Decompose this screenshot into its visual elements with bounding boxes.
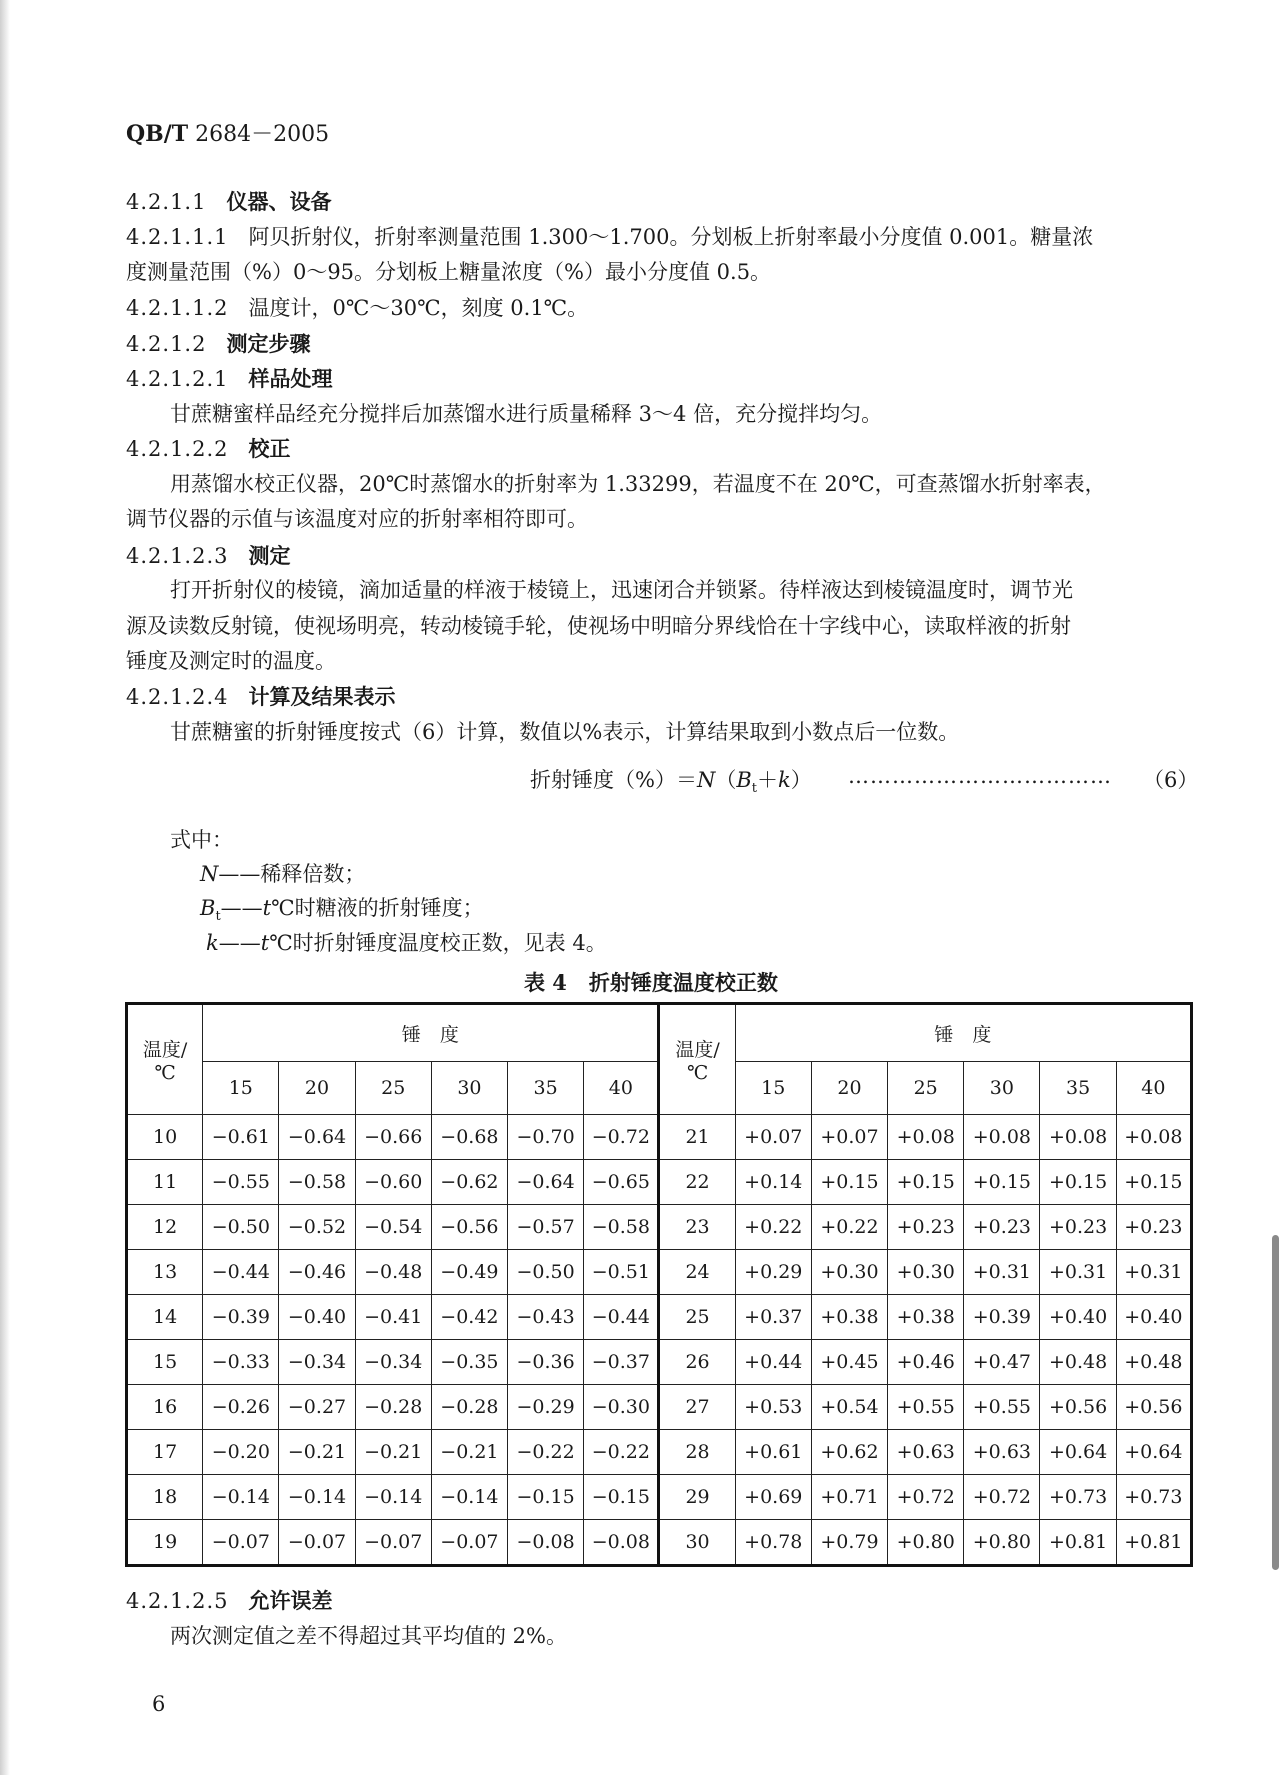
correction-cell: +0.45 bbox=[811, 1340, 887, 1385]
correction-cell: +0.15 bbox=[888, 1160, 964, 1205]
correction-cell: +0.07 bbox=[735, 1115, 811, 1160]
brix-col-left: 30 bbox=[431, 1062, 507, 1115]
table-row bbox=[127, 1385, 1192, 1430]
correction-cell: +0.48 bbox=[1040, 1340, 1116, 1385]
correction-cell: −0.58 bbox=[584, 1205, 659, 1250]
correction-cell: +0.15 bbox=[964, 1160, 1040, 1205]
correction-cell: +0.07 bbox=[811, 1115, 887, 1160]
correction-cell: −0.50 bbox=[203, 1205, 279, 1250]
correction-cell: −0.26 bbox=[203, 1385, 279, 1430]
correction-cell: +0.64 bbox=[1116, 1430, 1191, 1475]
correction-cell: −0.42 bbox=[431, 1295, 507, 1340]
brix-header-right: 锤 度 bbox=[735, 1004, 1191, 1062]
correction-cell: −0.36 bbox=[508, 1340, 584, 1385]
correction-cell: +0.15 bbox=[1040, 1160, 1116, 1205]
correction-cell: −0.14 bbox=[279, 1475, 355, 1520]
correction-cell: +0.72 bbox=[964, 1475, 1040, 1520]
section-4-2-1-2-5: 4.2.1.2.5 允许误差 bbox=[126, 1588, 333, 1613]
where-n: N——稀释倍数； bbox=[200, 862, 366, 886]
correction-cell: +0.39 bbox=[964, 1295, 1040, 1340]
where-k: k——t℃时折射锤度温度校正数，见表 4。 bbox=[206, 931, 607, 955]
section-4-2-1-2-3-body1: 打开折射仪的棱镜，滴加适量的样液于棱镜上，迅速闭合并锁紧。待样液达到棱镜温度时，调节光 bbox=[170, 578, 1073, 602]
correction-cell: −0.40 bbox=[279, 1295, 355, 1340]
correction-cell: −0.21 bbox=[431, 1430, 507, 1475]
temperature-header-left: 温度/ ℃ bbox=[127, 1004, 203, 1115]
correction-cell: +0.15 bbox=[811, 1160, 887, 1205]
section-4-2-1-2-1-body: 甘蔗糖蜜样品经充分搅拌后加蒸馏水进行质量稀释 3～4 倍，充分搅拌均匀。 bbox=[170, 402, 883, 426]
temperature-cell: 24 bbox=[659, 1250, 735, 1295]
table-header-row-1 bbox=[127, 1004, 1192, 1062]
standard-code-prefix: QB/T bbox=[126, 121, 189, 147]
table-row bbox=[127, 1520, 1192, 1566]
correction-cell: +0.78 bbox=[735, 1520, 811, 1566]
correction-cell: +0.47 bbox=[964, 1340, 1040, 1385]
correction-cell: −0.72 bbox=[584, 1115, 659, 1160]
temperature-cell: 19 bbox=[127, 1520, 203, 1566]
correction-cell: +0.72 bbox=[888, 1475, 964, 1520]
section-4-2-1-2-3-body3: 锤度及测定时的温度。 bbox=[126, 649, 336, 673]
correction-cell: +0.48 bbox=[1116, 1340, 1191, 1385]
correction-cell: +0.71 bbox=[811, 1475, 887, 1520]
correction-cell: −0.37 bbox=[584, 1340, 659, 1385]
correction-cell: −0.61 bbox=[203, 1115, 279, 1160]
correction-cell: −0.27 bbox=[279, 1385, 355, 1430]
correction-cell: −0.44 bbox=[203, 1250, 279, 1295]
correction-cell: −0.64 bbox=[508, 1160, 584, 1205]
correction-cell: +0.29 bbox=[735, 1250, 811, 1295]
correction-cell: +0.23 bbox=[888, 1205, 964, 1250]
correction-cell: −0.20 bbox=[203, 1430, 279, 1475]
temperature-cell: 17 bbox=[127, 1430, 203, 1475]
correction-cell: +0.08 bbox=[888, 1115, 964, 1160]
correction-cell: −0.07 bbox=[355, 1520, 431, 1566]
correction-cell: +0.55 bbox=[964, 1385, 1040, 1430]
scrollbar-thumb[interactable] bbox=[1272, 1235, 1279, 1570]
correction-cell: +0.81 bbox=[1116, 1520, 1191, 1566]
correction-cell: −0.22 bbox=[508, 1430, 584, 1475]
brix-col-right: 35 bbox=[1040, 1062, 1116, 1115]
where-label: 式中： bbox=[170, 828, 233, 852]
page-edge-shadow bbox=[0, 0, 10, 1775]
correction-cell: +0.08 bbox=[1116, 1115, 1191, 1160]
correction-cell: −0.60 bbox=[355, 1160, 431, 1205]
correction-cell: −0.30 bbox=[584, 1385, 659, 1430]
table-row bbox=[127, 1475, 1192, 1520]
section-4-2-1-2-4-body: 甘蔗糖蜜的折射锤度按式（6）计算，数值以%表示，计算结果取到小数点后一位数。 bbox=[170, 720, 960, 744]
correction-cell: +0.23 bbox=[964, 1205, 1040, 1250]
table-body bbox=[127, 1115, 1192, 1566]
table-row bbox=[127, 1160, 1192, 1205]
correction-cell: +0.40 bbox=[1116, 1295, 1191, 1340]
correction-cell: −0.07 bbox=[203, 1520, 279, 1566]
section-4-2-1-1-1-line1: 4.2.1.1.1 阿贝折射仪，折射率测量范围 1.300～1.700。分划板上折射率最小分度值 0.001。糖量浓 bbox=[126, 225, 1094, 249]
table-caption: 表 4 折射锤度温度校正数 bbox=[524, 970, 778, 995]
correction-cell: −0.15 bbox=[584, 1475, 659, 1520]
temperature-cell: 10 bbox=[127, 1115, 203, 1160]
correction-cell: −0.49 bbox=[431, 1250, 507, 1295]
correction-cell: +0.23 bbox=[1116, 1205, 1191, 1250]
temperature-cell: 13 bbox=[127, 1250, 203, 1295]
section-4-2-1-2-4: 4.2.1.2.4 计算及结果表示 bbox=[126, 684, 396, 709]
brix-col-right: 40 bbox=[1116, 1062, 1191, 1115]
correction-cell: +0.80 bbox=[964, 1520, 1040, 1566]
correction-cell: −0.51 bbox=[584, 1250, 659, 1295]
section-4-2-1-2-1: 4.2.1.2.1 样品处理 bbox=[126, 366, 333, 391]
brix-header-left: 锤 度 bbox=[203, 1004, 659, 1062]
temperature-cell: 21 bbox=[659, 1115, 735, 1160]
correction-cell: +0.23 bbox=[1040, 1205, 1116, 1250]
formula-number: （6） bbox=[1143, 768, 1199, 792]
brix-col-left: 25 bbox=[355, 1062, 431, 1115]
correction-cell: −0.52 bbox=[279, 1205, 355, 1250]
standard-code-header bbox=[126, 117, 329, 148]
temperature-cell: 26 bbox=[659, 1340, 735, 1385]
correction-cell: −0.54 bbox=[355, 1205, 431, 1250]
correction-cell: −0.55 bbox=[203, 1160, 279, 1205]
temperature-header-right: 温度/ ℃ bbox=[659, 1004, 735, 1115]
correction-cell: +0.56 bbox=[1040, 1385, 1116, 1430]
correction-cell: −0.07 bbox=[279, 1520, 355, 1566]
correction-cell: +0.61 bbox=[735, 1430, 811, 1475]
correction-cell: +0.54 bbox=[811, 1385, 887, 1430]
temperature-cell: 14 bbox=[127, 1295, 203, 1340]
temperature-cell: 16 bbox=[127, 1385, 203, 1430]
section-4-2-1-2-2: 4.2.1.2.2 校正 bbox=[126, 436, 291, 461]
correction-cell: −0.34 bbox=[279, 1340, 355, 1385]
standard-code-number: 2684－2005 bbox=[195, 122, 330, 147]
formula-leader-dots: ……………………………… bbox=[848, 764, 1112, 788]
correction-cell: −0.21 bbox=[279, 1430, 355, 1475]
temperature-cell: 23 bbox=[659, 1205, 735, 1250]
brix-col-right: 15 bbox=[735, 1062, 811, 1115]
temperature-cell: 28 bbox=[659, 1430, 735, 1475]
correction-cell: +0.22 bbox=[811, 1205, 887, 1250]
temperature-cell: 12 bbox=[127, 1205, 203, 1250]
temperature-cell: 25 bbox=[659, 1295, 735, 1340]
section-4-2-1-2-3-body2: 源及读数反射镜，使视场明亮，转动棱镜手轮，使视场中明暗分界线恰在十字线中心，读取样液的折射 bbox=[126, 614, 1071, 638]
correction-cell: −0.35 bbox=[431, 1340, 507, 1385]
brix-col-right: 20 bbox=[811, 1062, 887, 1115]
brix-col-right: 25 bbox=[888, 1062, 964, 1115]
formula-6: 折射锤度$(\%)=N(B_t+k)$ bbox=[530, 768, 812, 797]
correction-cell: +0.55 bbox=[888, 1385, 964, 1430]
brix-col-left: 15 bbox=[203, 1062, 279, 1115]
correction-cell: +0.31 bbox=[1116, 1250, 1191, 1295]
table-row bbox=[127, 1295, 1192, 1340]
correction-cell: +0.37 bbox=[735, 1295, 811, 1340]
brix-col-right: 30 bbox=[964, 1062, 1040, 1115]
correction-cell: +0.63 bbox=[888, 1430, 964, 1475]
correction-cell: −0.21 bbox=[355, 1430, 431, 1475]
section-4-2-1-1-2: 4.2.1.1.2 温度计，0℃～30℃，刻度 0.1℃。 bbox=[126, 296, 589, 320]
correction-cell: −0.43 bbox=[508, 1295, 584, 1340]
correction-cell: +0.44 bbox=[735, 1340, 811, 1385]
correction-cell: +0.40 bbox=[1040, 1295, 1116, 1340]
correction-cell: −0.44 bbox=[584, 1295, 659, 1340]
section-4-2-1-1: 4.2.1.1 仪器、设备 bbox=[126, 189, 332, 214]
correction-cell: −0.68 bbox=[431, 1115, 507, 1160]
correction-cell: −0.14 bbox=[355, 1475, 431, 1520]
correction-cell: −0.28 bbox=[431, 1385, 507, 1430]
correction-cell: −0.33 bbox=[203, 1340, 279, 1385]
table-row bbox=[127, 1250, 1192, 1295]
correction-cell: −0.14 bbox=[431, 1475, 507, 1520]
correction-cell: −0.70 bbox=[508, 1115, 584, 1160]
correction-cell: −0.29 bbox=[508, 1385, 584, 1430]
correction-cell: +0.22 bbox=[735, 1205, 811, 1250]
table-row bbox=[127, 1115, 1192, 1160]
correction-cell: −0.14 bbox=[203, 1475, 279, 1520]
brix-col-left: 40 bbox=[584, 1062, 659, 1115]
brix-col-left: 35 bbox=[508, 1062, 584, 1115]
correction-cell: +0.30 bbox=[888, 1250, 964, 1295]
correction-cell: −0.58 bbox=[279, 1160, 355, 1205]
correction-cell: −0.08 bbox=[508, 1520, 584, 1566]
correction-cell: −0.22 bbox=[584, 1430, 659, 1475]
correction-cell: +0.73 bbox=[1040, 1475, 1116, 1520]
correction-cell: +0.69 bbox=[735, 1475, 811, 1520]
correction-cell: −0.66 bbox=[355, 1115, 431, 1160]
where-bt: $B_t——t℃$时糖液的折射锤度； bbox=[200, 896, 484, 925]
correction-cell: −0.50 bbox=[508, 1250, 584, 1295]
correction-cell: −0.48 bbox=[355, 1250, 431, 1295]
correction-cell: −0.62 bbox=[431, 1160, 507, 1205]
temperature-cell: 29 bbox=[659, 1475, 735, 1520]
correction-cell: +0.64 bbox=[1040, 1430, 1116, 1475]
correction-cell: −0.56 bbox=[431, 1205, 507, 1250]
section-4-2-1-2: 4.2.1.2 测定步骤 bbox=[126, 331, 311, 356]
correction-cell: +0.56 bbox=[1116, 1385, 1191, 1430]
correction-cell: +0.81 bbox=[1040, 1520, 1116, 1566]
correction-cell: +0.08 bbox=[1040, 1115, 1116, 1160]
brix-temperature-correction-table bbox=[125, 1002, 1193, 1567]
temperature-cell: 22 bbox=[659, 1160, 735, 1205]
section-4-2-1-2-2-body2: 调节仪器的示值与该温度对应的折射率相符即可。 bbox=[126, 507, 588, 531]
correction-cell: +0.31 bbox=[1040, 1250, 1116, 1295]
correction-cell: −0.46 bbox=[279, 1250, 355, 1295]
table-row bbox=[127, 1205, 1192, 1250]
correction-cell: +0.30 bbox=[811, 1250, 887, 1295]
correction-cell: +0.14 bbox=[735, 1160, 811, 1205]
correction-cell: +0.15 bbox=[1116, 1160, 1191, 1205]
correction-cell: −0.39 bbox=[203, 1295, 279, 1340]
correction-cell: +0.31 bbox=[964, 1250, 1040, 1295]
correction-cell: −0.08 bbox=[584, 1520, 659, 1566]
section-4-2-1-2-2-body1: 用蒸馏水校正仪器，20℃时蒸馏水的折射率为 1.33299，若温度不在 20℃，可查蒸馏水折射率表， bbox=[170, 472, 1106, 496]
correction-cell: −0.57 bbox=[508, 1205, 584, 1250]
correction-cell: +0.53 bbox=[735, 1385, 811, 1430]
correction-cell: +0.46 bbox=[888, 1340, 964, 1385]
correction-cell: −0.15 bbox=[508, 1475, 584, 1520]
correction-cell: +0.62 bbox=[811, 1430, 887, 1475]
correction-cell: +0.08 bbox=[964, 1115, 1040, 1160]
table-row bbox=[127, 1340, 1192, 1385]
correction-cell: +0.38 bbox=[811, 1295, 887, 1340]
brix-col-left: 20 bbox=[279, 1062, 355, 1115]
correction-cell: +0.79 bbox=[811, 1520, 887, 1566]
correction-cell: −0.07 bbox=[431, 1520, 507, 1566]
correction-cell: +0.80 bbox=[888, 1520, 964, 1566]
temperature-cell: 27 bbox=[659, 1385, 735, 1430]
correction-cell: −0.34 bbox=[355, 1340, 431, 1385]
correction-cell: −0.64 bbox=[279, 1115, 355, 1160]
correction-cell: +0.63 bbox=[964, 1430, 1040, 1475]
temperature-cell: 15 bbox=[127, 1340, 203, 1385]
section-4-2-1-1-1-line2: 度测量范围（%）0～95。分划板上糖量浓度（%）最小分度值 0.5。 bbox=[126, 260, 772, 284]
section-4-2-1-2-5-body: 两次测定值之差不得超过其平均值的 2%。 bbox=[170, 1624, 567, 1648]
correction-cell: −0.65 bbox=[584, 1160, 659, 1205]
correction-cell: +0.38 bbox=[888, 1295, 964, 1340]
correction-cell: −0.28 bbox=[355, 1385, 431, 1430]
correction-cell: −0.41 bbox=[355, 1295, 431, 1340]
correction-cell: +0.73 bbox=[1116, 1475, 1191, 1520]
temperature-cell: 11 bbox=[127, 1160, 203, 1205]
table-row bbox=[127, 1430, 1192, 1475]
temperature-cell: 18 bbox=[127, 1475, 203, 1520]
page-number: 6 bbox=[152, 1692, 166, 1716]
temperature-cell: 30 bbox=[659, 1520, 735, 1566]
section-4-2-1-2-3: 4.2.1.2.3 测定 bbox=[126, 543, 291, 568]
